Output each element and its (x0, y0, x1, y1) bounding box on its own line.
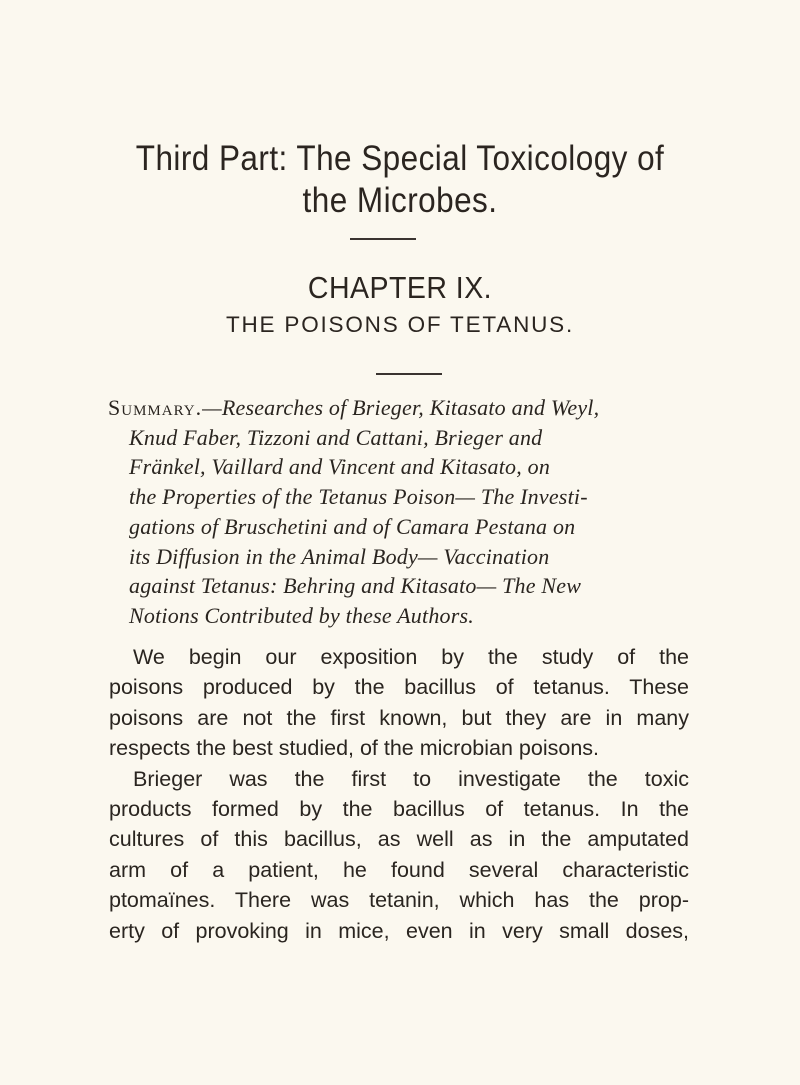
summary-line: its Diffusion in the Animal Body— Vaccination (129, 543, 550, 569)
body-line: We begin our exposition by the study of the (133, 645, 689, 669)
body-line: ptomaïnes. There was tetanin, which has the prop- (109, 888, 689, 913)
body-line: poisons are not the first known, but they are in many (109, 705, 689, 730)
summary-line-text: —Researches of Brieger, Kitasato and Weyl, (202, 395, 600, 420)
summary-line: Notions Contributed by these Authors. (129, 602, 474, 628)
body-paragraphs (109, 642, 689, 946)
part-title-line-1: Third Part: The Special Toxicology of (135, 139, 665, 178)
summary-line: the Properties of the Tetanus Poison— The Investi- (129, 484, 588, 510)
body-line: Brieger was the first to investigate the toxic (133, 766, 689, 791)
part-title-line-2: the Microbes. (302, 181, 498, 220)
summary-line: Knud Faber, Tizzoni and Cattani, Brieger and (129, 424, 543, 450)
summary-line (108, 393, 708, 423)
body-line: products formed by the bacillus of tetanus. In the (109, 797, 689, 822)
summary-line: against Tetanus: Behring and Kitasato— The New (129, 573, 582, 599)
body-line: erty of provoking in mice, even in very small doses, (109, 918, 689, 943)
part-title (103, 138, 697, 222)
summary-line: Fränkel, Vaillard and Vincent and Kitasato, on (129, 454, 551, 480)
divider-rule (350, 238, 416, 240)
chapter-title: THE POISONS OF TETANUS. (225, 312, 575, 337)
body-line: arm of a patient, he found several characteristic (109, 857, 689, 882)
body-line: respects the best studied, of the microbian poisons. (109, 736, 599, 761)
summary-line: gations of Bruschetini and of Camara Pestana on (129, 513, 576, 539)
body-line: cultures of this bacillus, as well as in the amputated (109, 827, 689, 852)
body-line: poisons produced by the bacillus of tetanus. These (109, 675, 689, 700)
summary-label: Summary. (108, 395, 203, 420)
chapter-summary (108, 393, 708, 631)
divider-rule (376, 373, 442, 375)
chapter-number: CHAPTER IX. (307, 270, 493, 305)
